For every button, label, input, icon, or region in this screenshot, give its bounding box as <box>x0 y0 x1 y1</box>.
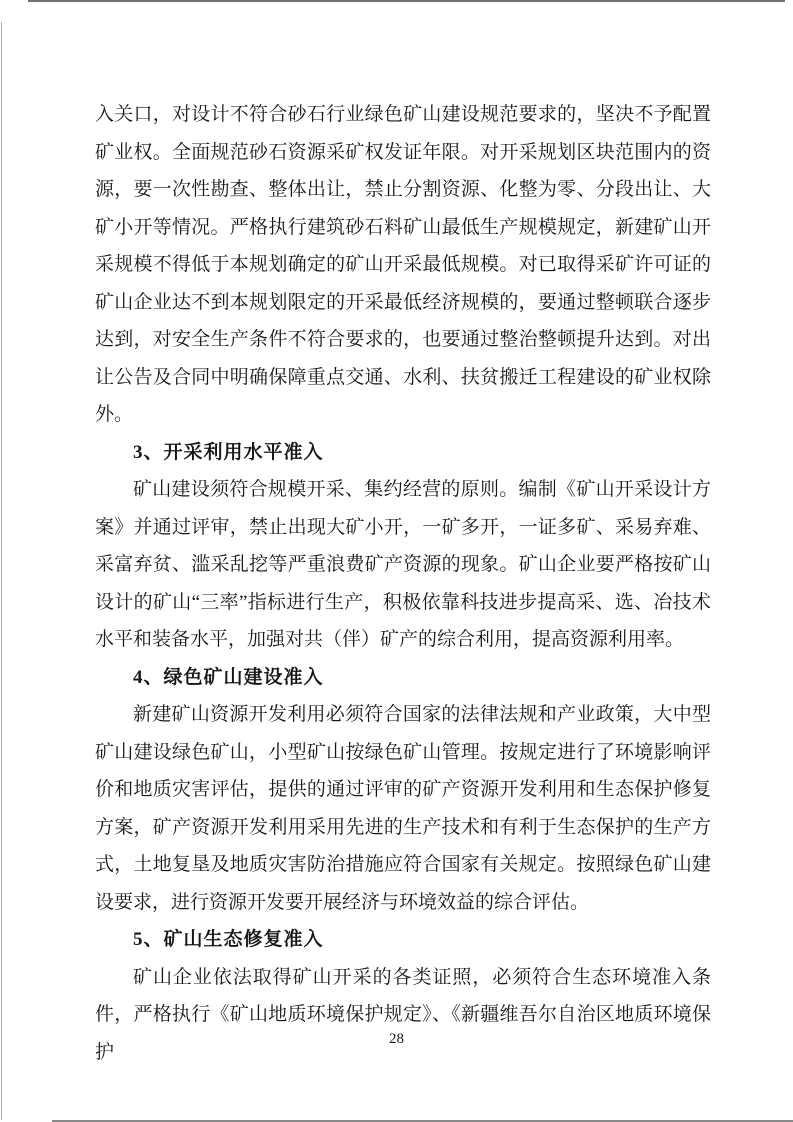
document-body <box>95 96 711 1071</box>
paragraph-mine-ecological-restoration: 矿山企业依法取得矿山开采的各类证照，必须符合生态环境准入条件，严格执行《矿山地质环境保护规定》、《新疆维吾尔自治区地质环境保护 <box>95 966 711 1063</box>
scan-edge-top <box>28 0 785 2</box>
paragraph-green-mine-construction: 新建矿山资源开发利用必须符合国家的法律法规和产业政策，大中型矿山建设绿色矿山，小型矿山按绿色矿山管理。按规定进行了环境影响评价和地质灾害评估，提供的通过评审的矿产资源开发利用和生态保护修复方案，矿产资源开发利用采用先进的生产技术和有利于生态保护的生产方式，土地复垦及地质灾害防治措施应符合国家有关规定。按照绿色矿山建设要求，进行资源开发要开展经济与环境效益的综合评估。 <box>95 704 711 913</box>
heading-4-green-mine-construction-access: 4、绿色矿山建设准入 <box>133 666 324 688</box>
heading-5-mine-ecological-restoration-access: 5、矿山生态修复准入 <box>133 929 324 950</box>
paragraph-extraction-utilization: 矿山建设须符合规模开采、集约经营的原则。编制《矿山开采设计方案》并通过评审，禁止出现大矿小开，一矿多开，一证多矿、采易弃难、采富弃贫、滥采乱挖等严重浪费矿产资源的现象。矿山企业要严格按矿山设计的矿山“三率”指标进行生产，积极依靠科技进步提高采、选、冶技术水平和装备水平，加强对共（伴）矿产的综合利用，提高资源利用率。 <box>95 479 711 650</box>
paragraph-sand-gravel-mining-rights-continuation: 入关口，对设计不符合砂石行业绿色矿山建设规范要求的，坚决不予配置矿业权。全面规范砂石资源采矿权发证年限。对开采规划区块范围内的资源，要一次性勘查、整体出让，禁止分割资源、化整为零、分段出让、大矿小开等情况。严格执行建筑砂石料矿山最低生产规模规定，新建矿山开采规模不得低于本规划确定的矿山开采最低规模。对已取得采矿许可证的矿山企业达不到本规划限定的开采最低经济规模的，要通过整顿联合逐步达到，对安全生产条件不符合要求的，也要通过整治整顿提升达到。对出让公告及合同中明确保障重点交通、水利、扶贫搬迁工程建设的矿业权除外。 <box>95 104 711 425</box>
scan-edge-left <box>1 22 2 1120</box>
page-number: 28 <box>389 1031 404 1047</box>
heading-3-extraction-utilization-access: 3、开采利用水平准入 <box>133 441 324 463</box>
